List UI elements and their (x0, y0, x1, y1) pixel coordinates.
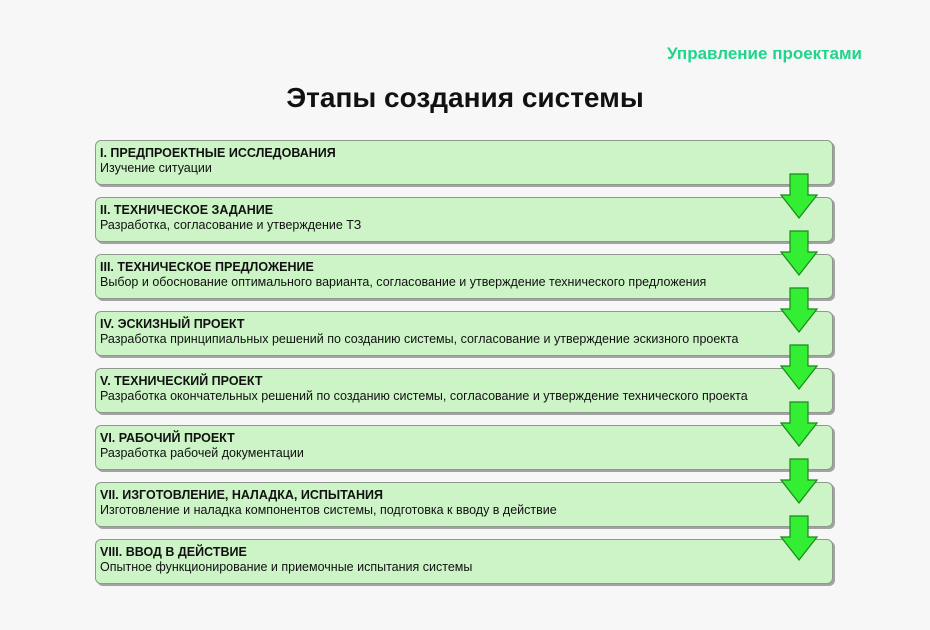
down-arrow-icon (780, 458, 818, 504)
stage-title: VI. РАБОЧИЙ ПРОЕКТ (100, 431, 235, 445)
page-title: Этапы создания системы (286, 82, 644, 113)
stage-title: VIII. ВВОД В ДЕЙСТВИЕ (100, 545, 247, 559)
stage-box (95, 197, 833, 242)
stage-description: Разработка рабочей документации (100, 446, 304, 460)
stage-description: Опытное функционирование и приемочные испытания системы (100, 560, 473, 574)
stage-box (95, 539, 833, 584)
stage-title: VII. ИЗГОТОВЛЕНИЕ, НАЛАДКА, ИСПЫТАНИЯ (100, 488, 383, 502)
down-arrow-icon (780, 401, 818, 447)
stage-box (95, 140, 833, 185)
down-arrow-icon (780, 344, 818, 390)
stage-title: IV. ЭСКИЗНЫЙ ПРОЕКТ (100, 317, 245, 331)
stage-box (95, 254, 833, 299)
section-label: Управление проектами (667, 44, 862, 63)
stage-title: III. ТЕХНИЧЕСКОЕ ПРЕДЛОЖЕНИЕ (100, 260, 314, 274)
stage-box (95, 311, 833, 356)
stage-description: Разработка окончательных решений по созданию системы, согласование и утверждение технического проекта (100, 389, 748, 403)
stage-description: Разработка принципиальных решений по созданию системы, согласование и утверждение эскизного проекта (100, 332, 739, 346)
stage-box (95, 482, 833, 527)
stage-box (95, 425, 833, 470)
down-arrow-icon (780, 515, 818, 561)
stage-title: I. ПРЕДПРОЕКТНЫЕ ИССЛЕДОВАНИЯ (100, 146, 336, 160)
down-arrow-icon (780, 173, 818, 219)
down-arrow-icon (780, 230, 818, 276)
stage-title: II. ТЕХНИЧЕСКОЕ ЗАДАНИЕ (100, 203, 274, 217)
stage-description: Выбор и обоснование оптимального варианта, согласование и утверждение технического предложения (100, 275, 707, 289)
stage-description: Изготовление и наладка компонентов системы, подготовка к вводу в действие (100, 503, 557, 517)
stage-description: Изучение ситуации (100, 161, 212, 175)
down-arrow-icon (780, 287, 818, 333)
stage-description: Разработка, согласование и утверждение ТЗ (100, 218, 362, 232)
stage-title: V. ТЕХНИЧЕСКИЙ ПРОЕКТ (100, 374, 263, 388)
stage-box (95, 368, 833, 413)
